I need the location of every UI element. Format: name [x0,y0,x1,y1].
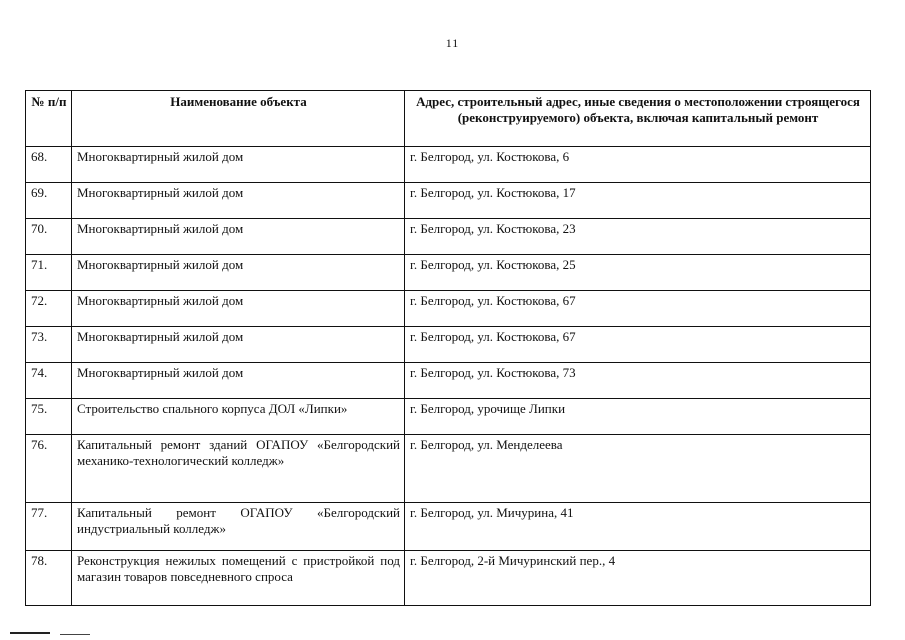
row-number: 73. [26,327,72,363]
objects-table [25,90,871,606]
object-name: Многоквартирный жилой дом [72,363,405,399]
object-address: г. Белгород, ул. Мичурина, 41 [405,503,871,551]
header-object-name: Наименование объекта [72,91,405,147]
row-number: 72. [26,291,72,327]
row-number: 74. [26,363,72,399]
row-number: 68. [26,147,72,183]
object-address: г. Белгород, 2-й Мичуринский пер., 4 [405,551,871,606]
object-name: Многоквартирный жилой дом [72,291,405,327]
object-address: г. Белгород, ул. Менделеева [405,435,871,503]
row-number: 77. [26,503,72,551]
object-address: г. Белгород, ул. Костюкова, 17 [405,183,871,219]
table-row [26,291,871,327]
table-row [26,327,871,363]
table-row [26,183,871,219]
object-name: Многоквартирный жилой дом [72,183,405,219]
table-row [26,551,871,606]
object-address: г. Белгород, ул. Костюкова, 67 [405,291,871,327]
object-name: Капитальный ремонт ОГАПОУ «Белгородский индустриальный колледж» [72,503,405,551]
object-address: г. Белгород, ул. Костюкова, 73 [405,363,871,399]
object-name: Многоквартирный жилой дом [72,147,405,183]
object-name: Многоквартирный жилой дом [72,255,405,291]
row-number: 70. [26,219,72,255]
header-address: Адрес, строительный адрес, иные сведения о местоположении строящегося (реконструируемого) объекта, включая капитальный ремонт [405,91,871,147]
table-row [26,147,871,183]
scan-artifact-line [10,632,50,634]
table-row [26,399,871,435]
object-name: Капитальный ремонт зданий ОГАПОУ «Белгородский механико-технологический колледж» [72,435,405,503]
row-number: 78. [26,551,72,606]
object-address: г. Белгород, ул. Костюкова, 67 [405,327,871,363]
object-name: Реконструкция нежилых помещений с пристройкой под магазин товаров повседневного спроса [72,551,405,606]
row-number: 71. [26,255,72,291]
table-row [26,503,871,551]
row-number: 69. [26,183,72,219]
row-number: 76. [26,435,72,503]
object-name: Строительство спального корпуса ДОЛ «Липки» [72,399,405,435]
table-row [26,219,871,255]
header-number: № п/п [26,91,72,147]
object-name: Многоквартирный жилой дом [72,327,405,363]
object-name: Многоквартирный жилой дом [72,219,405,255]
object-address: г. Белгород, урочище Липки [405,399,871,435]
table-row [26,255,871,291]
table-row [26,435,871,503]
object-address: г. Белгород, ул. Костюкова, 6 [405,147,871,183]
table-row [26,363,871,399]
row-number: 75. [26,399,72,435]
scan-artifact-line [60,634,90,635]
object-address: г. Белгород, ул. Костюкова, 25 [405,255,871,291]
table-header-row [26,91,871,147]
object-address: г. Белгород, ул. Костюкова, 23 [405,219,871,255]
page-number: 11 [445,36,460,50]
